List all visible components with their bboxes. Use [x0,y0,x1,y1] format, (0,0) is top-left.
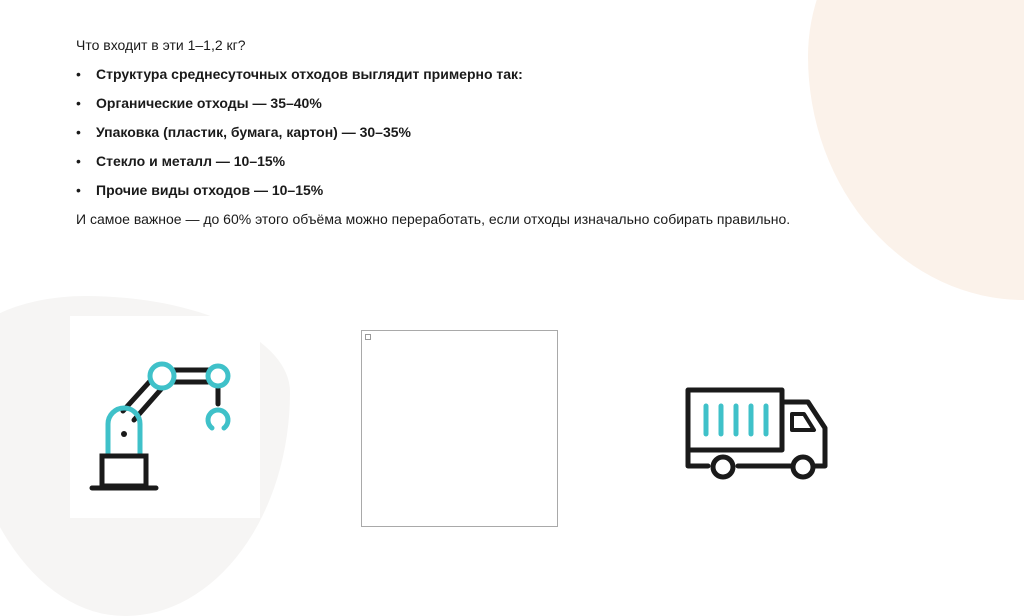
intro-text: Что входит в эти 1–1,2 кг? [76,37,246,53]
bullet-marker: • [76,153,81,169]
bullet-marker: • [76,66,81,82]
bullet-marker: • [76,95,81,111]
robot-icon-card [70,316,260,518]
bullet-marker: • [76,124,81,140]
bullet-item: Упаковка (пластик, бумага, картон) — 30–35% [96,124,411,140]
bullet-item: Органические отходы — 35–40% [96,95,322,111]
robotic-arm-icon [70,316,260,518]
background-blob-top-right [808,0,1024,300]
image-placeholder [361,330,558,527]
bullet-item: Стекло и металл — 10–15% [96,153,286,169]
delivery-truck-icon [680,382,834,486]
conclusion-text: И самое важное — до 60% этого объёма можно переработать, если отходы изначально собирать правильно. [76,211,791,227]
bullet-item: Структура среднесуточных отходов выглядит примерно так: [96,66,523,82]
broken-image-icon [365,334,373,340]
bullet-marker: • [76,182,81,198]
bullet-item: Прочие виды отходов — 10–15% [96,182,324,198]
